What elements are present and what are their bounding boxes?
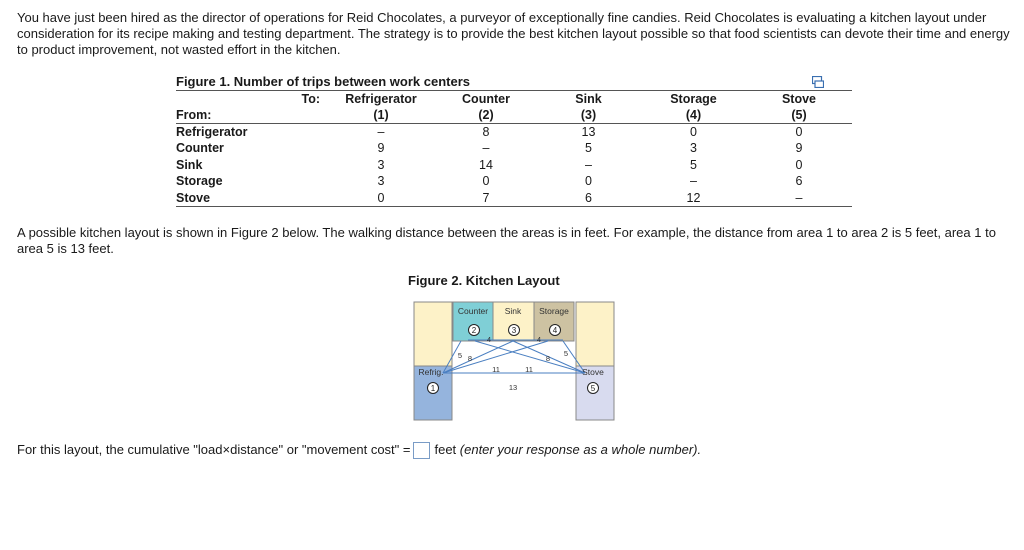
table-cell: – bbox=[690, 174, 697, 189]
counter-label: Counter bbox=[457, 306, 489, 316]
copy-table-icon[interactable] bbox=[812, 76, 824, 88]
refrigerator-label: Refrig. bbox=[418, 367, 444, 377]
column-number: (2) bbox=[436, 107, 536, 124]
table-cell: 12 bbox=[641, 190, 746, 207]
table-cell: 8 bbox=[482, 125, 490, 139]
storage-number: 4 bbox=[552, 326, 558, 335]
layout-description: A possible kitchen layout is shown in Figure 2 below. The walking distance between the areas is in feet. For example, the distance from area 1 to area 2 is 5 feet, area 1 to area 5 is 13 feet. bbox=[17, 225, 996, 256]
table-cell: 3 bbox=[690, 141, 697, 156]
column-header: Stove bbox=[746, 91, 852, 108]
table-cell: 6 bbox=[536, 190, 641, 207]
table-cell: 13 bbox=[581, 125, 596, 139]
distance-storage-stove: 5 bbox=[563, 349, 569, 358]
distance-sink-storage: 4 bbox=[536, 335, 542, 344]
response-instruction: (enter your response as a whole number). bbox=[459, 442, 702, 457]
distance-counter-stove: 11 bbox=[492, 365, 500, 374]
table-cell: – bbox=[377, 125, 385, 139]
table-header-row bbox=[176, 107, 852, 124]
intro-paragraph: You have just been hired as the director of operations for Reid Chocolates, a purveyor of exceptionally fine candies. Reid Chocolates is evaluating a kitchen layout under consideration for its recipe making and testing department. The strategy is to provide the best kitchen layout possible so that food scientists can devote their time and energy to product improvement, not wasted effort in the kitchen. bbox=[17, 10, 1010, 57]
column-number: (5) bbox=[746, 107, 852, 124]
table-cell: 6 bbox=[795, 174, 803, 189]
path-refrig-sink bbox=[443, 341, 513, 373]
sink-label: Sink bbox=[504, 306, 522, 316]
table-cell: – bbox=[746, 190, 852, 207]
stove-number: 5 bbox=[590, 384, 596, 393]
table-cell: 0 bbox=[326, 190, 436, 207]
row-label: Counter bbox=[176, 141, 224, 156]
table-cell: 0 bbox=[690, 125, 697, 139]
response-hint: feet (enter your response as a whole number). bbox=[434, 442, 702, 457]
response-line bbox=[17, 440, 701, 460]
stove-label: Stove bbox=[582, 367, 604, 377]
table-row bbox=[176, 173, 852, 190]
column-header: Sink bbox=[536, 91, 641, 108]
table-cell: 3 bbox=[377, 157, 385, 172]
distance-refrig-storage: 11 bbox=[525, 365, 533, 374]
column-number: (4) bbox=[641, 107, 746, 124]
table-cell: – bbox=[585, 157, 592, 172]
storage-label: Storage bbox=[539, 306, 569, 316]
row-label: Storage bbox=[176, 174, 223, 189]
table-cell: 0 bbox=[795, 125, 803, 139]
table-row bbox=[176, 124, 852, 141]
response-unit bbox=[434, 440, 701, 460]
column-header: Storage bbox=[641, 91, 746, 108]
movement-cost-input[interactable] bbox=[413, 442, 430, 459]
column-header: Counter bbox=[436, 91, 536, 108]
figure-2-title: Figure 2. Kitchen Layout bbox=[408, 273, 560, 288]
table-cell: 7 bbox=[436, 190, 536, 207]
from-label: From: bbox=[176, 107, 276, 124]
sink-number: 3 bbox=[511, 326, 517, 335]
column-header: Refrigerator bbox=[326, 91, 436, 108]
row-label: Stove bbox=[176, 190, 326, 207]
table-cell: 5 bbox=[690, 157, 697, 172]
counter-number: 2 bbox=[471, 326, 477, 335]
column-number: (1) bbox=[326, 107, 436, 124]
table-cell: – bbox=[482, 141, 490, 156]
table-cell: 9 bbox=[377, 141, 385, 156]
table-cell: 0 bbox=[585, 174, 592, 189]
table-cell: 5 bbox=[585, 141, 592, 156]
column-number: (3) bbox=[536, 107, 641, 124]
table-cell: 0 bbox=[795, 157, 803, 172]
table-row bbox=[176, 190, 852, 207]
row-label: Refrigerator bbox=[176, 125, 248, 139]
trips-table bbox=[176, 90, 852, 207]
response-prefix: For this layout, the cumulative "load×distance" or "movement cost" = bbox=[17, 442, 411, 457]
table-row bbox=[176, 140, 852, 157]
distance-refrig-sink: 8 bbox=[467, 354, 473, 363]
distance-sink-stove: 8 bbox=[545, 354, 551, 363]
refrigerator-number: 1 bbox=[430, 384, 436, 393]
table-cell: 0 bbox=[482, 174, 490, 189]
figure-1 bbox=[176, 74, 852, 207]
kitchen-layout-diagram bbox=[413, 301, 615, 423]
table-cell: 3 bbox=[377, 174, 385, 189]
figure-1-title: Figure 1. Number of trips between work centers bbox=[176, 74, 471, 89]
table-row bbox=[176, 157, 852, 174]
to-label: To: bbox=[276, 91, 326, 108]
cabinet-left bbox=[414, 302, 452, 366]
distance-refrig-counter: 5 bbox=[457, 351, 463, 360]
row-label: Sink bbox=[176, 157, 203, 172]
distance-refrig-stove: 13 bbox=[508, 383, 518, 392]
distance-counter-sink: 4 bbox=[486, 335, 492, 344]
table-header-row bbox=[176, 91, 852, 108]
table-cell: 9 bbox=[795, 141, 803, 156]
table-cell: 14 bbox=[479, 157, 493, 172]
cabinet-right bbox=[576, 302, 614, 366]
